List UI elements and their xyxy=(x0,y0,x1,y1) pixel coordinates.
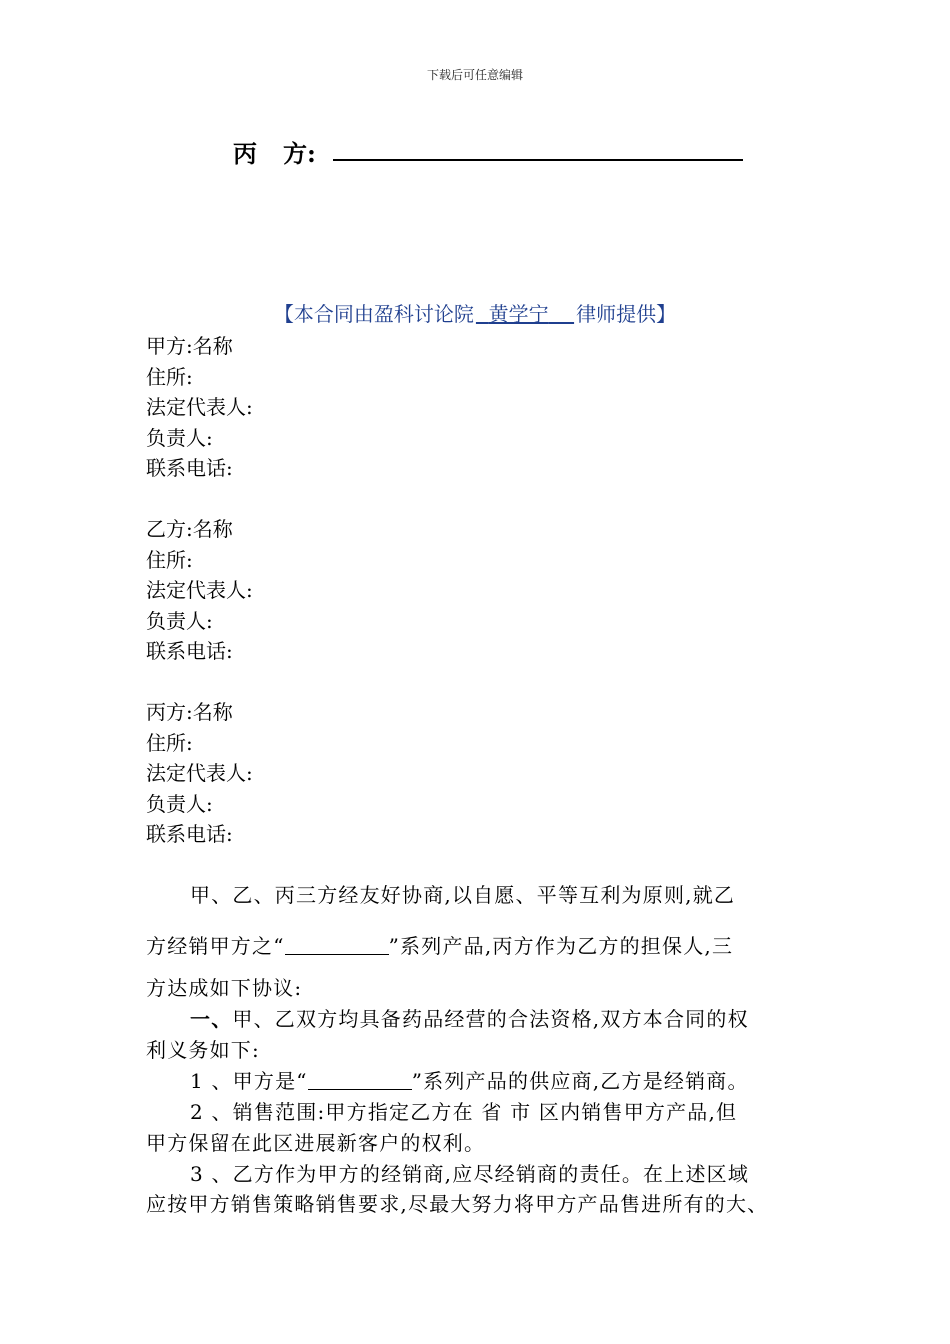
product-blank-2 xyxy=(308,1071,412,1090)
party-c-person-in-charge: 负责人: xyxy=(146,792,213,816)
party-a-phone: 联系电话: xyxy=(146,456,233,480)
clause-1: 1 、甲方是“ ”系列产品的供应商,乙方是经销商。 xyxy=(190,1069,749,1093)
intro-line-2: 方经销甲方之“ ”系列产品,丙方作为乙方的担保人,三 xyxy=(146,934,734,958)
provided-suffix: 律师提供】 xyxy=(576,302,677,326)
party-a-person-in-charge: 负责人: xyxy=(146,426,213,450)
party-a-name: 甲方:名称 xyxy=(146,334,233,358)
party-a-address: 住所: xyxy=(146,365,193,389)
party-b-person-in-charge: 负责人: xyxy=(146,609,213,633)
intro-line-1: 甲、乙、丙三方经友好协商,以自愿、平等互利为原则,就乙 xyxy=(190,883,736,907)
product-blank-1 xyxy=(285,936,389,955)
party-c-name: 丙方:名称 xyxy=(146,700,233,724)
clause-3-line-2: 应按甲方销售策略销售要求,尽最大努力将甲方产品售进所有的大、 xyxy=(146,1192,769,1216)
party-b-address: 住所: xyxy=(146,548,193,572)
party-c-address: 住所: xyxy=(146,731,193,755)
party-c-legal-rep: 法定代表人: xyxy=(146,761,253,785)
party-b-legal-rep: 法定代表人: xyxy=(146,578,253,602)
clause-2-line-2: 甲方保留在此区进展新客户的权利。 xyxy=(146,1131,486,1155)
section-1-line-1: 一、甲、乙双方均具备药品经营的合法资格,双方本合同的权 xyxy=(190,1007,749,1031)
section-1-line-2: 利义务如下: xyxy=(146,1038,260,1062)
clause-3-line-1: 3 、乙方作为甲方的经销商,应尽经销商的责任。在上述区域 xyxy=(190,1162,750,1186)
section-1-heading: 一、 xyxy=(190,1007,233,1031)
bing-signature-label xyxy=(233,134,316,169)
party-a-legal-rep: 法定代表人: xyxy=(146,395,253,419)
party-b-phone: 联系电话: xyxy=(146,639,233,663)
lawyer-name: 黄学宁 xyxy=(488,302,549,326)
bing-signature-line xyxy=(333,159,743,161)
party-b-name: 乙方:名称 xyxy=(146,517,233,541)
bing-label-second: 方: xyxy=(283,139,316,168)
provided-by-line xyxy=(0,298,950,327)
clause-2-line-1: 2 、销售范围:甲方指定乙方在 省 市 区内销售甲方产品,但 xyxy=(190,1100,738,1124)
bing-label-first: 丙 xyxy=(233,139,257,168)
party-c-phone: 联系电话: xyxy=(146,822,233,846)
intro-line-3: 方达成如下协议: xyxy=(146,976,303,1000)
header-note: 下载后可任意编辑 xyxy=(426,68,523,82)
provided-prefix: 【本合同由盈科讨论院 xyxy=(273,302,474,326)
